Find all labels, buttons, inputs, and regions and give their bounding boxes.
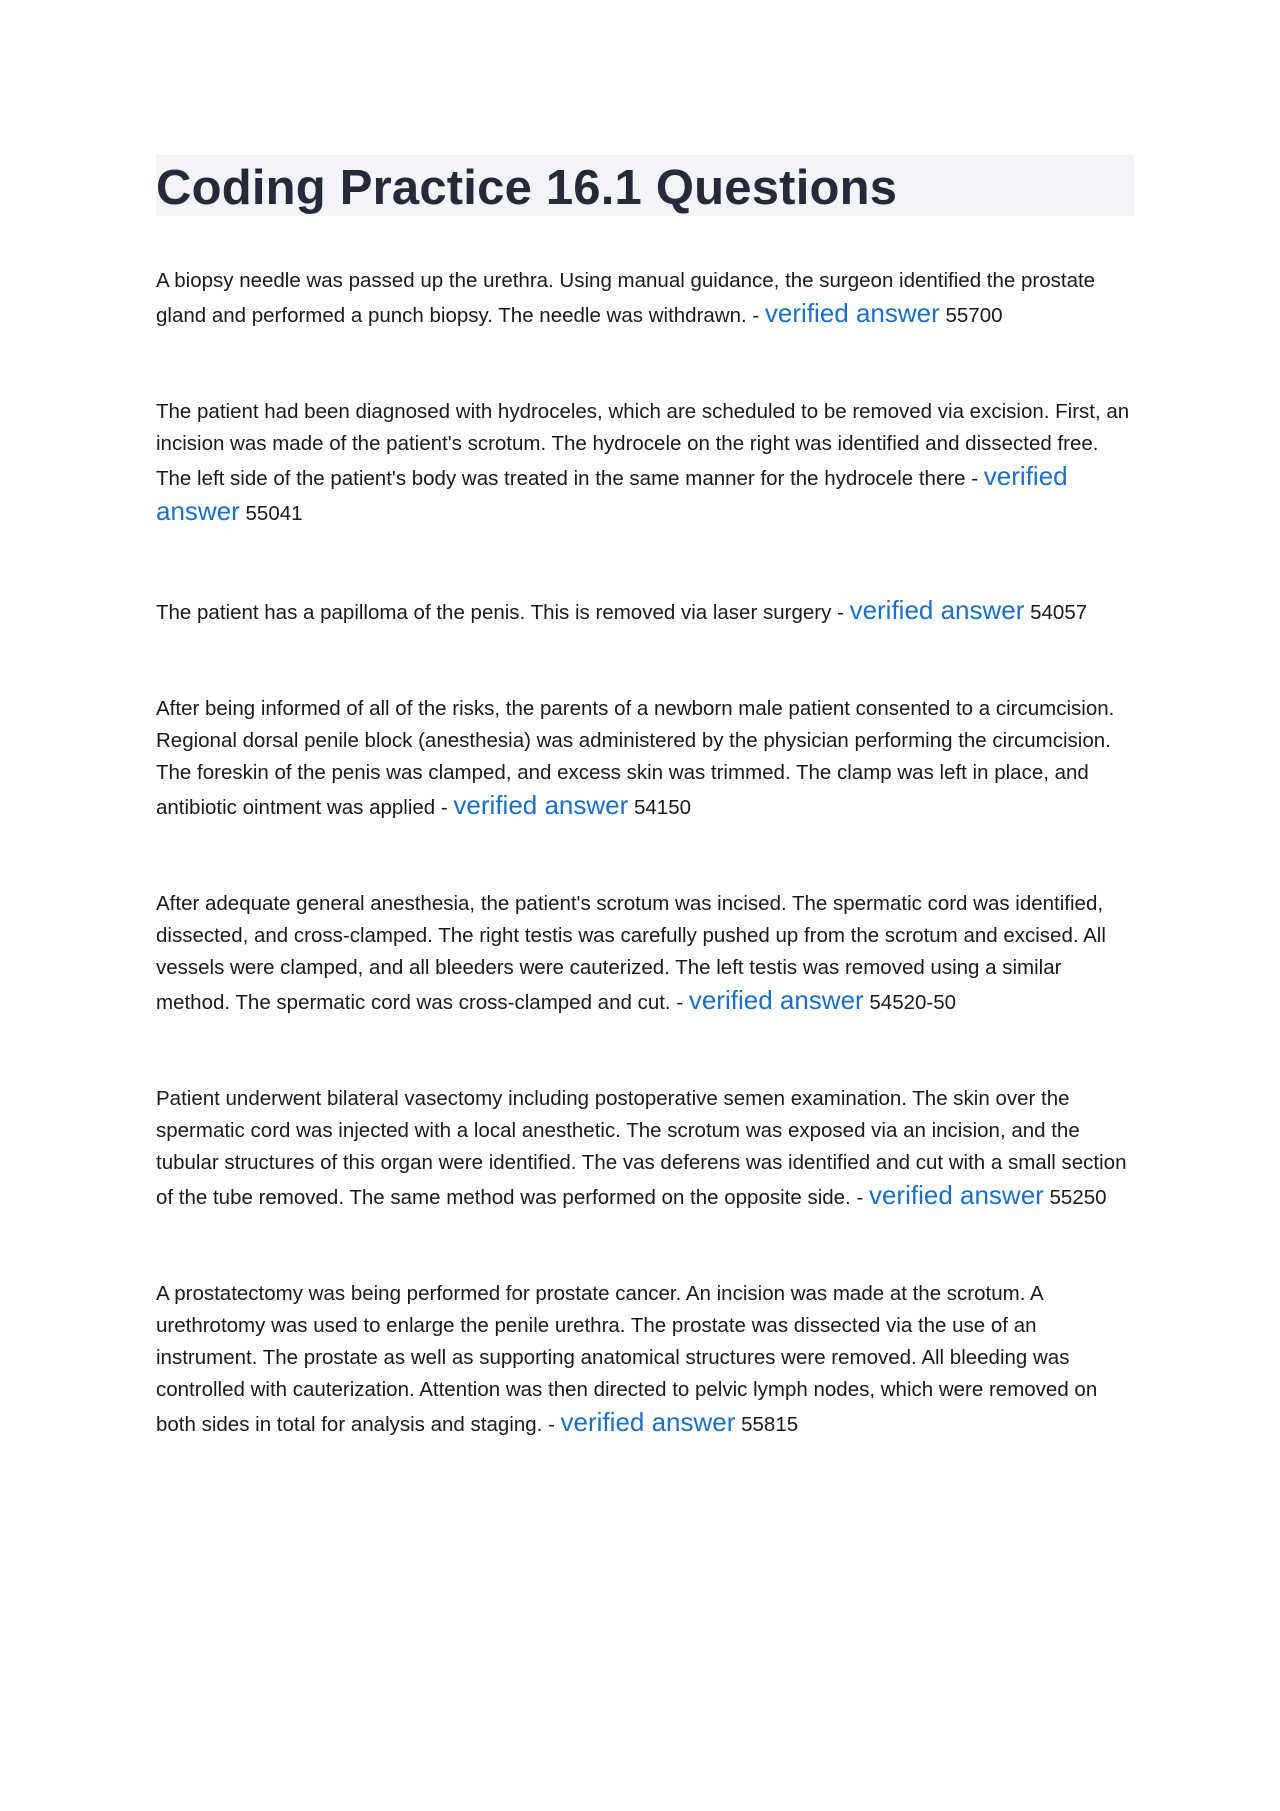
verified-answer-label: verified answer <box>156 461 1068 526</box>
answer-code: 55815 <box>741 1413 799 1436</box>
verified-answer-label: verified answer <box>868 1180 1044 1210</box>
question-item <box>156 1278 1134 1441</box>
separator: - <box>831 601 850 624</box>
separator: - <box>435 796 454 819</box>
question-text: A prostatectomy was being performed for prostate cancer. An incision was made at the scrotum. A urethrotomy was used to enlarge the penile urethra. The prostate was dissected via the use of an instrument. The prostate as well as supporting anatomical structures were removed. All bleeding was controlled with cauterization. Attention was then directed to pelvic lymph nodes, which were removed on both sides in total for analysis and staging. <box>156 1282 1098 1436</box>
separator: - <box>850 1186 869 1209</box>
question-text: Patient underwent bilateral vasectomy including postoperative semen examination. The skin over the spermatic cord was injected with a local anesthetic. The scrotum was exposed via an incision, and the tubular structures of this organ were identified. The vas deferens was identified and cut with a small section of the tube removed. The same method was performed on the opposite side. <box>156 1087 1127 1209</box>
answer-code: 55700 <box>945 304 1003 327</box>
question-text: The patient had been diagnosed with hydroceles, which are scheduled to be removed via excision. First, an incision was made of the patient's scrotum. The hydrocele on the right was identified and dissected free. The left side of the patient's body was treated in the same manner for the hydrocele there <box>156 400 1130 490</box>
title-band <box>156 155 1134 216</box>
question-list <box>156 265 1134 1441</box>
question-item <box>156 265 1134 332</box>
separator: - <box>542 1413 561 1436</box>
answer-code: 54520-50 <box>869 991 957 1014</box>
question-text: A biopsy needle was passed up the urethra. Using manual guidance, the surgeon identified the prostate gland and performed a punch biopsy. The needle was withdrawn. <box>156 269 1096 327</box>
answer-code: 55041 <box>245 502 303 525</box>
verified-answer-label: verified answer <box>849 595 1025 625</box>
separator: - <box>670 991 689 1014</box>
page-title: Coding Practice 16.1 Questions <box>156 161 898 215</box>
question-item <box>156 1083 1134 1214</box>
verified-answer-label: verified answer <box>764 298 940 328</box>
question-text: The patient has a papilloma of the penis. This is removed via laser surgery <box>156 601 832 624</box>
separator: - <box>746 304 765 327</box>
answer-code: 54057 <box>1030 601 1088 624</box>
answer-code: 54150 <box>633 796 691 819</box>
question-item <box>156 594 1134 629</box>
separator: - <box>965 467 984 490</box>
answer-code: 55250 <box>1049 1186 1107 1209</box>
question-item <box>156 888 1134 1019</box>
question-item <box>156 693 1134 824</box>
verified-answer-label: verified answer <box>560 1407 736 1437</box>
document-page <box>156 155 1134 1505</box>
verified-answer-label: verified answer <box>453 790 629 820</box>
question-text: After adequate general anesthesia, the patient's scrotum was incised. The spermatic cord was identified, dissected, and cross-clamped. The right testis was carefully pushed up from the scrotum and excised. All vessels were clamped, and all bleeders were cauterized. The left testis was removed using a similar method. The spermatic cord was cross-clamped and cut. <box>156 892 1106 1014</box>
question-item <box>156 396 1134 530</box>
verified-answer-label: verified answer <box>688 985 864 1015</box>
question-text: After being informed of all of the risks, the parents of a newborn male patient consented to a circumcision. Regional dorsal penile block (anesthesia) was administered by the physician performing the circumcision. The foreskin of the penis was clamped, and excess skin was trimmed. The clamp was left in place, and antibiotic ointment was applied <box>156 697 1115 819</box>
